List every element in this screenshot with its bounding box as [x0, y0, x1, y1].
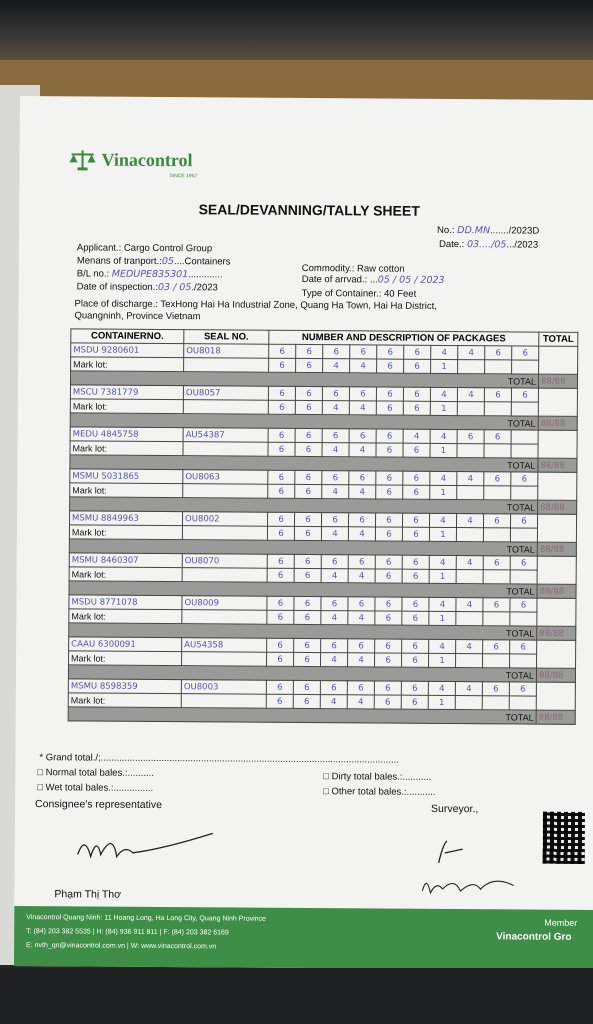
- mark-lot-label: Mark lot:: [71, 357, 184, 372]
- package-count: 4: [321, 569, 348, 583]
- package-count: 6: [347, 681, 374, 695]
- package-count: 6: [294, 652, 321, 666]
- package-count: 6: [375, 597, 402, 611]
- package-count: 4: [348, 611, 375, 625]
- package-count: 6: [349, 429, 376, 443]
- total-label: TOTAL: [70, 497, 538, 514]
- package-count: 6: [268, 470, 295, 484]
- seal-number: OU8003: [181, 680, 266, 695]
- package-count: [510, 654, 537, 668]
- package-count: 4: [457, 472, 484, 486]
- total-value: 88/88: [537, 584, 576, 598]
- package-count: [482, 696, 509, 710]
- wet-total-bales: □ Wet total bales.:...............: [37, 782, 154, 794]
- seal-number: OU8002: [183, 512, 268, 527]
- package-count: 6: [295, 484, 322, 498]
- mark-lot-label: Mark lot:: [70, 441, 183, 456]
- container-number: MSDU 8771078: [69, 595, 182, 610]
- container-number: MSDU 9280601: [71, 343, 184, 358]
- package-count: 6: [375, 555, 402, 569]
- doc-date: Date.: 03..../05.../2023: [438, 238, 539, 251]
- package-count: [458, 360, 485, 374]
- package-count: 6: [294, 638, 321, 652]
- bl-number: B/L no.: MEDUPE835301.............: [76, 268, 223, 281]
- tally-table: [68, 328, 579, 725]
- arrival-date: Date of arrvad.: ...05 / 05 / 2023: [301, 273, 445, 286]
- package-count: 6: [323, 345, 350, 359]
- package-count: [456, 654, 483, 668]
- package-count: 4: [428, 681, 455, 695]
- package-count: [484, 486, 511, 500]
- package-count: 1: [429, 611, 456, 625]
- package-count: 6: [266, 680, 293, 694]
- package-count: 6: [321, 597, 348, 611]
- package-count: 6: [322, 471, 349, 485]
- package-count: 6: [484, 388, 511, 402]
- package-count: 1: [428, 695, 455, 709]
- package-count: 6: [266, 694, 293, 708]
- package-count: 6: [512, 346, 539, 360]
- package-count: 6: [402, 555, 429, 569]
- package-count: 6: [457, 430, 484, 444]
- row-total-cell: [537, 514, 576, 542]
- footer-group: Vinacontrol Gro: [496, 931, 572, 943]
- seal-empty: [182, 526, 267, 541]
- seal-number: AU54358: [182, 638, 267, 653]
- package-count: 6: [375, 513, 402, 527]
- package-count: [483, 528, 510, 542]
- container-number: MSMU 8598359: [68, 679, 181, 694]
- package-count: [512, 360, 539, 374]
- dirty-total-bales: □ Dirty total bales.:...........: [323, 771, 432, 783]
- surveyor-name-handwritten: [418, 871, 518, 902]
- package-count: 6: [376, 429, 403, 443]
- package-count: 4: [403, 429, 430, 443]
- package-count: [511, 444, 538, 458]
- package-count: [483, 654, 510, 668]
- total-label: TOTAL: [69, 581, 537, 598]
- package-count: 6: [510, 514, 537, 528]
- mark-lot-label: Mark lot:: [68, 693, 181, 708]
- place-of-discharge: Place of discharge.: TexHong Hai Ha Industrial Zone, Quang Ha Town, Hai Ha District,: [74, 298, 437, 312]
- row-total-cell: [538, 472, 577, 500]
- package-count: 4: [348, 653, 375, 667]
- total-value: 88/88: [536, 668, 575, 682]
- total-label: TOTAL: [68, 665, 536, 682]
- seal-number: OU8018: [184, 344, 269, 359]
- package-count: 6: [483, 556, 510, 570]
- doc-number: No.: DD.MN......./2023D: [437, 224, 540, 237]
- mark-lot-label: Mark lot:: [69, 609, 182, 624]
- container-number: MSMU 8460307: [69, 553, 182, 568]
- background-bottom: [0, 968, 593, 1024]
- package-count: 6: [376, 443, 403, 457]
- package-count: 6: [294, 554, 321, 568]
- row-total-cell: [537, 556, 576, 584]
- package-count: [510, 528, 537, 542]
- consignee-label: Consignee's representative: [35, 798, 163, 812]
- other-total-bales: □ Other total bales.:...........: [323, 786, 436, 798]
- package-count: 6: [376, 387, 403, 401]
- total-value: 88/88: [536, 710, 575, 724]
- col-seal: SEAL NO.: [184, 330, 269, 345]
- package-count: 4: [321, 611, 348, 625]
- package-count: [456, 570, 483, 584]
- package-count: 6: [403, 401, 430, 415]
- footer-bar: [14, 906, 593, 970]
- package-count: 6: [511, 472, 538, 486]
- package-count: 6: [402, 639, 429, 653]
- package-count: 1: [430, 485, 457, 499]
- total-label: TOTAL: [70, 371, 538, 388]
- package-count: 4: [430, 429, 457, 443]
- package-count: 6: [402, 527, 429, 541]
- container-number: MSCU 7381779: [70, 385, 183, 400]
- footer-contact: E: nvth_qn@vinacontrol.com.vn | W: www.vinacontrol.com.vn: [26, 942, 217, 951]
- package-count: [457, 486, 484, 500]
- package-count: 6: [484, 430, 511, 444]
- company-logo: [67, 148, 192, 171]
- package-count: 4: [348, 527, 375, 541]
- package-count: 6: [483, 598, 510, 612]
- package-count: 6: [294, 596, 321, 610]
- package-count: 6: [376, 485, 403, 499]
- package-count: 6: [377, 359, 404, 373]
- package-count: 6: [295, 470, 322, 484]
- package-count: 4: [430, 387, 457, 401]
- package-count: 6: [295, 442, 322, 456]
- package-count: 6: [294, 610, 321, 624]
- total-value: 88/88: [538, 374, 577, 388]
- package-count: 6: [348, 639, 375, 653]
- package-count: 6: [377, 345, 404, 359]
- inspection-date: Date of inspection.:03 / 05./2023: [76, 281, 218, 294]
- package-count: [455, 696, 482, 710]
- package-count: 6: [482, 682, 509, 696]
- package-count: [484, 402, 511, 416]
- seal-number: AU54387: [183, 428, 268, 443]
- package-count: 1: [430, 443, 457, 457]
- package-count: 4: [323, 359, 350, 373]
- package-count: 4: [348, 569, 375, 583]
- scales-icon: [67, 148, 97, 170]
- package-count: 4: [320, 695, 347, 709]
- package-count: 6: [295, 512, 322, 526]
- container-number: MEDU 4845758: [70, 427, 183, 442]
- row-total-cell: [538, 388, 577, 416]
- commodity: Commodity.: Raw cotton: [301, 262, 405, 275]
- package-count: 6: [375, 639, 402, 653]
- package-count: 6: [267, 596, 294, 610]
- package-count: 6: [401, 695, 428, 709]
- package-count: 4: [456, 598, 483, 612]
- package-count: 6: [267, 638, 294, 652]
- package-count: [511, 430, 538, 444]
- total-value: 88/88: [538, 500, 577, 514]
- package-count: 6: [322, 513, 349, 527]
- means-of-transport: Menans of tranport.:05....Containers: [76, 255, 231, 268]
- seal-number: OU8063: [183, 470, 268, 485]
- package-count: 4: [349, 485, 376, 499]
- package-count: 4: [322, 443, 349, 457]
- package-count: 6: [403, 471, 430, 485]
- package-count: 6: [348, 555, 375, 569]
- total-value: 88/88: [537, 542, 576, 556]
- total-value: 88/88: [538, 458, 577, 472]
- package-count: 1: [431, 359, 458, 373]
- surveyor-signature: [433, 837, 473, 867]
- package-count: 6: [293, 680, 320, 694]
- footer-member: Member: [544, 917, 578, 928]
- seal-empty: [183, 484, 268, 499]
- package-count: 6: [402, 513, 429, 527]
- package-count: 6: [268, 400, 295, 414]
- package-count: [483, 612, 510, 626]
- consignee-name: Phạm Thị Thơ: [54, 888, 122, 901]
- mark-lot-label: Mark lot:: [69, 651, 182, 666]
- package-count: 6: [403, 387, 430, 401]
- package-count: 6: [267, 652, 294, 666]
- seal-empty: [182, 652, 267, 667]
- package-count: 6: [374, 695, 401, 709]
- package-count: 6: [294, 568, 321, 582]
- package-count: 4: [458, 346, 485, 360]
- company-since: SINCE 1957: [169, 173, 198, 180]
- place-of-discharge-line2: Quangninh, Province Vietnam: [74, 310, 201, 323]
- package-count: [457, 444, 484, 458]
- package-count: [509, 696, 536, 710]
- package-count: 6: [268, 386, 295, 400]
- row-total-cell: [538, 430, 577, 458]
- package-count: 6: [376, 471, 403, 485]
- package-count: 6: [375, 653, 402, 667]
- col-container: CONTAINERNO.: [71, 329, 184, 344]
- row-total-cell: [537, 598, 576, 626]
- package-count: 6: [402, 569, 429, 583]
- package-count: 4: [429, 555, 456, 569]
- package-count: 6: [268, 442, 295, 456]
- container-number: MSMU 5031865: [70, 469, 183, 484]
- package-count: [485, 360, 512, 374]
- package-count: 6: [403, 485, 430, 499]
- package-count: 4: [456, 514, 483, 528]
- total-label: TOTAL: [69, 623, 537, 640]
- footer-address: Vinacontrol Quang Ninh: 11 Hoang Long, Ha Long City, Quang Ninh Province: [26, 914, 267, 923]
- package-count: 6: [267, 568, 294, 582]
- package-count: 6: [510, 598, 537, 612]
- package-count: [456, 612, 483, 626]
- mark-lot-label: Mark lot:: [69, 525, 182, 540]
- package-count: [483, 570, 510, 584]
- total-label: TOTAL: [70, 413, 538, 430]
- package-count: 6: [402, 611, 429, 625]
- package-count: 6: [375, 611, 402, 625]
- package-count: 6: [296, 344, 323, 358]
- package-count: 6: [348, 597, 375, 611]
- container-type: Type of Container.: 40 Feet: [301, 287, 417, 300]
- total-value: 88/88: [538, 416, 577, 430]
- seal-empty: [184, 358, 269, 373]
- package-count: [511, 402, 538, 416]
- package-count: 6: [404, 345, 431, 359]
- row-total-cell: [537, 640, 576, 668]
- package-count: 6: [322, 387, 349, 401]
- package-count: [510, 612, 537, 626]
- package-count: 4: [456, 640, 483, 654]
- seal-empty: [182, 610, 267, 625]
- package-count: 4: [350, 359, 377, 373]
- package-count: [456, 528, 483, 542]
- grand-total: * Grand total./;.................................................................................................................: [39, 752, 399, 766]
- package-count: 6: [296, 358, 323, 372]
- package-count: 6: [267, 554, 294, 568]
- seal-empty: [183, 400, 268, 415]
- package-count: 4: [321, 527, 348, 541]
- package-count: [510, 570, 537, 584]
- tally-sheet-paper: [14, 96, 593, 970]
- package-count: 6: [509, 682, 536, 696]
- package-count: 6: [485, 346, 512, 360]
- seal-number: OU8070: [182, 554, 267, 569]
- total-label: TOTAL: [70, 455, 538, 472]
- package-count: 6: [320, 681, 347, 695]
- package-count: 6: [293, 694, 320, 708]
- package-count: 6: [350, 345, 377, 359]
- normal-total-bales: □ Normal total bales.:..........: [37, 767, 154, 779]
- seal-empty: [181, 694, 266, 709]
- package-count: 6: [294, 526, 321, 540]
- package-count: 6: [322, 429, 349, 443]
- package-count: 1: [430, 401, 457, 415]
- footer-phones: T: (84) 203 382 5535 | H: (84) 936 911 811 | F: (84) 203 382 6169: [26, 928, 229, 937]
- package-count: 6: [321, 639, 348, 653]
- package-count: 6: [269, 358, 296, 372]
- qr-code: [543, 812, 585, 864]
- package-count: 4: [429, 513, 456, 527]
- mark-lot-label: Mark lot:: [70, 399, 183, 414]
- package-count: 4: [349, 443, 376, 457]
- row-total-cell: [539, 346, 578, 374]
- package-count: 4: [455, 682, 482, 696]
- package-count: 6: [321, 555, 348, 569]
- row-total-cell: [536, 682, 575, 710]
- package-count: 6: [349, 513, 376, 527]
- package-count: 1: [429, 653, 456, 667]
- package-count: 6: [402, 653, 429, 667]
- package-count: 6: [349, 471, 376, 485]
- package-count: 6: [374, 681, 401, 695]
- package-count: 6: [375, 569, 402, 583]
- package-count: 4: [457, 388, 484, 402]
- total-label: TOTAL: [68, 707, 536, 724]
- total-value: 88/88: [537, 626, 576, 640]
- package-count: 6: [267, 610, 294, 624]
- package-count: [457, 402, 484, 416]
- mark-lot-label: Mark lot:: [69, 567, 182, 582]
- col-total: TOTAL: [539, 332, 578, 346]
- package-count: 6: [484, 472, 511, 486]
- package-count: 6: [295, 428, 322, 442]
- package-count: 6: [401, 681, 428, 695]
- seal-empty: [183, 442, 268, 457]
- total-label: TOTAL: [69, 539, 537, 556]
- col-packages: NUMBER AND DESCRIPTION OF PACKAGES: [269, 330, 539, 346]
- package-count: 6: [511, 388, 538, 402]
- package-count: 6: [295, 400, 322, 414]
- package-count: 6: [376, 401, 403, 415]
- package-count: 4: [456, 556, 483, 570]
- container-number: MSMU 8849963: [70, 511, 183, 526]
- package-count: 4: [322, 485, 349, 499]
- total-row: [68, 707, 575, 725]
- company-name: Vinacontrol: [101, 149, 193, 170]
- package-count: 6: [268, 428, 295, 442]
- package-count: 6: [295, 386, 322, 400]
- package-count: 6: [375, 527, 402, 541]
- surveyor-label: Surveyor.,: [430, 802, 479, 816]
- package-count: 1: [429, 569, 456, 583]
- package-count: 6: [510, 640, 537, 654]
- package-count: 6: [483, 514, 510, 528]
- applicant: Applicant.: Cargo Control Group: [76, 242, 213, 255]
- package-count: 6: [269, 344, 296, 358]
- consignee-signature: [73, 826, 223, 867]
- package-count: 1: [429, 527, 456, 541]
- package-count: 4: [321, 653, 348, 667]
- package-count: 6: [268, 512, 295, 526]
- package-count: [511, 486, 538, 500]
- package-count: 6: [402, 597, 429, 611]
- package-count: 6: [268, 484, 295, 498]
- document-title: SEAL/DEVANNING/TALLY SHEET: [198, 201, 420, 219]
- seal-number: OU8057: [183, 386, 268, 401]
- seal-number: OU8009: [182, 596, 267, 611]
- package-count: 6: [404, 359, 431, 373]
- package-count: 4: [429, 639, 456, 653]
- mark-lot-label: Mark lot:: [70, 483, 183, 498]
- container-number: CAAU 6300091: [69, 637, 182, 652]
- package-count: 4: [430, 471, 457, 485]
- package-count: 6: [403, 443, 430, 457]
- package-count: 4: [429, 597, 456, 611]
- seal-empty: [182, 568, 267, 583]
- package-count: 6: [267, 526, 294, 540]
- package-count: 4: [347, 695, 374, 709]
- package-count: 4: [431, 345, 458, 359]
- package-count: 4: [322, 401, 349, 415]
- package-count: 6: [349, 387, 376, 401]
- package-count: 6: [483, 640, 510, 654]
- package-count: 6: [510, 556, 537, 570]
- package-count: [484, 444, 511, 458]
- package-count: 4: [349, 401, 376, 415]
